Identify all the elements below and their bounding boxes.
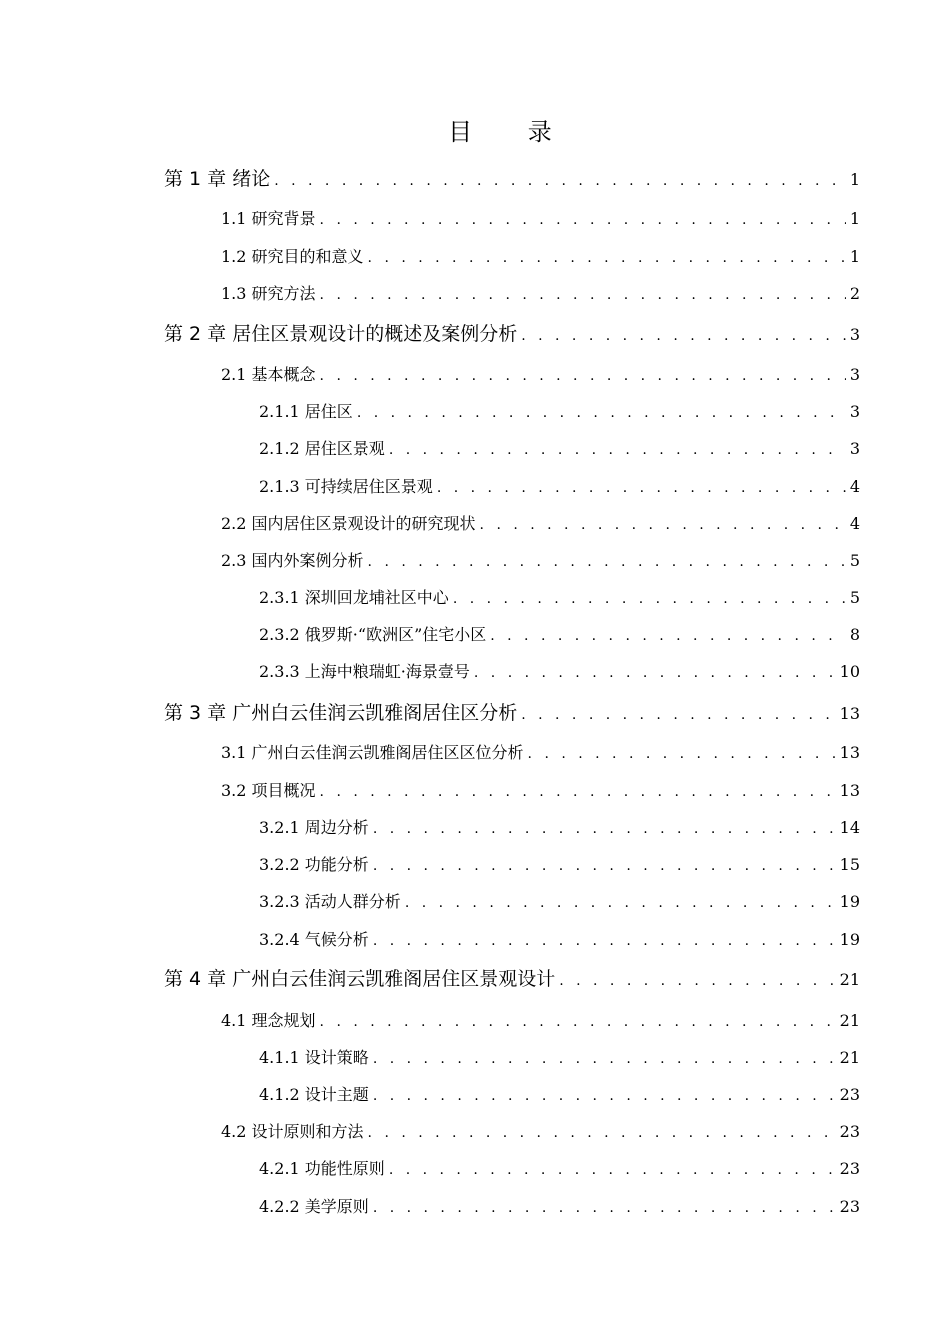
toc-entry-3-2-2[interactable]: [259, 853, 860, 877]
toc-entry-text: 3.1 广州白云佳润云凯雅阁居住区区位分析: [221, 743, 524, 762]
toc-page-number: 1: [849, 247, 860, 266]
toc-page-number: 3: [849, 439, 860, 458]
toc-entry-chapter-2[interactable]: [164, 322, 860, 346]
toc-entry-text: 2.3 国内外案例分析: [221, 551, 364, 570]
toc-entry-3-2-4[interactable]: [259, 928, 860, 952]
dot-leader: [368, 246, 846, 270]
toc-entry-2-1[interactable]: [221, 363, 860, 387]
dot-leader: [373, 817, 836, 841]
toc-entry-3-2[interactable]: [221, 779, 860, 803]
toc-entry-text: 4.2 设计原则和方法: [221, 1122, 364, 1141]
toc-page-number: 23: [839, 1122, 860, 1141]
dot-leader: [373, 929, 836, 953]
toc-page-number: 5: [849, 551, 860, 570]
dot-leader: [528, 742, 836, 766]
toc-entry-1-3[interactable]: [221, 282, 860, 306]
toc-entry-text: 1.3 研究方法: [221, 284, 316, 303]
toc-entry-2-3[interactable]: [221, 549, 860, 573]
dot-leader: [437, 476, 846, 500]
toc-entry-2-2[interactable]: [221, 512, 860, 536]
toc-page-number: 14: [839, 818, 860, 837]
toc-entry-text: 2.1 基本概念: [221, 365, 316, 384]
toc-page-number: 4: [849, 514, 860, 533]
toc-entry-2-1-3[interactable]: [259, 475, 860, 499]
toc-page-number: 19: [839, 930, 860, 949]
toc-entry-chapter-4[interactable]: [164, 967, 860, 991]
toc-entry-text: 第 4 章 广州白云佳润云凯雅阁居住区景观设计: [164, 968, 556, 990]
dot-leader: [320, 1010, 836, 1034]
toc-page-number: 10: [839, 662, 860, 681]
dot-leader: [373, 1196, 836, 1220]
dot-leader: [373, 854, 836, 878]
toc-entry-2-1-2[interactable]: [259, 437, 860, 461]
toc-page-number: 23: [839, 1159, 860, 1178]
toc-entry-4-2[interactable]: [221, 1120, 860, 1144]
dot-leader: [490, 624, 846, 648]
dot-leader: [474, 661, 836, 685]
toc-entry-text: 2.3.3 上海中粮瑞虹·海景壹号: [259, 662, 470, 681]
toc-entry-2-1-1[interactable]: [259, 400, 860, 424]
toc-page-number: 15: [839, 855, 860, 874]
dot-leader: [373, 1084, 836, 1108]
toc-entry-3-2-3[interactable]: [259, 890, 860, 914]
toc-page-number: 13: [839, 781, 860, 800]
dot-leader: [559, 969, 835, 993]
toc-entry-text: 3.2.2 功能分析: [259, 855, 369, 874]
toc-entry-text: 1.1 研究背景: [221, 209, 316, 228]
toc-entry-text: 4.1.2 设计主题: [259, 1085, 369, 1104]
toc-page-number: 23: [839, 1197, 860, 1216]
toc-entry-text: 第 1 章 绪论: [164, 168, 271, 190]
toc-entry-2-3-3[interactable]: [259, 660, 860, 684]
toc-page-number: 23: [839, 1085, 860, 1104]
toc-entry-text: 2.1.2 居住区景观: [259, 439, 385, 458]
toc-entry-text: 4.2.1 功能性原则: [259, 1159, 385, 1178]
toc-entry-text: 2.3.1 深圳回龙埔社区中心: [259, 588, 449, 607]
toc-entry-text: 2.1.3 可持续居住区景观: [259, 477, 433, 496]
dot-leader: [521, 324, 846, 348]
toc-entry-2-3-1[interactable]: [259, 586, 860, 610]
toc-page-number: 4: [849, 477, 860, 496]
toc-entry-1-1[interactable]: [221, 207, 860, 231]
toc-page-number: 1: [849, 209, 860, 228]
toc-page-number: 2: [849, 284, 860, 303]
toc-page-number: 1: [849, 170, 860, 189]
toc-page-number: 13: [839, 743, 860, 762]
dot-leader: [320, 780, 836, 804]
toc-entry-chapter-3[interactable]: [164, 701, 860, 725]
dot-leader: [274, 169, 846, 193]
dot-leader: [320, 364, 846, 388]
toc-entry-text: 3.2.3 活动人群分析: [259, 892, 401, 911]
toc-page-number: 8: [849, 625, 860, 644]
dot-leader: [368, 550, 846, 574]
toc-entry-4-2-1[interactable]: [259, 1157, 860, 1181]
toc-entry-text: 4.2.2 美学原则: [259, 1197, 369, 1216]
dot-leader: [320, 208, 846, 232]
toc-entry-chapter-1[interactable]: [164, 167, 860, 191]
dot-leader: [368, 1121, 836, 1145]
toc-entry-3-2-1[interactable]: [259, 816, 860, 840]
toc-page-number: 21: [839, 1011, 860, 1030]
toc-title: 目 录: [448, 118, 576, 146]
dot-leader: [373, 1047, 836, 1071]
toc-entry-4-2-2[interactable]: [259, 1195, 860, 1219]
toc-entry-text: 1.2 研究目的和意义: [221, 247, 364, 266]
toc-entry-text: 2.1.1 居住区: [259, 402, 353, 421]
toc-entry-4-1[interactable]: [221, 1009, 860, 1033]
toc-entry-text: 2.3.2 俄罗斯·“欧洲区”住宅小区: [259, 625, 487, 644]
dot-leader: [320, 283, 846, 307]
dot-leader: [357, 401, 846, 425]
toc-entry-text: 3.2 项目概况: [221, 781, 316, 800]
dot-leader: [521, 703, 835, 727]
toc-page-number: 21: [839, 1048, 860, 1067]
dot-leader: [389, 1158, 836, 1182]
toc-entry-text: 3.2.4 气候分析: [259, 930, 369, 949]
toc-entry-text: 2.2 国内居住区景观设计的研究现状: [221, 514, 476, 533]
toc-entry-3-1[interactable]: [221, 741, 860, 765]
toc-entry-4-1-1[interactable]: [259, 1046, 860, 1070]
toc-entry-text: 4.1 理念规划: [221, 1011, 316, 1030]
toc-page-number: 21: [839, 970, 860, 989]
dot-leader: [453, 587, 846, 611]
toc-entry-4-1-2[interactable]: [259, 1083, 860, 1107]
toc-entry-2-3-2[interactable]: [259, 623, 860, 647]
toc-page-number: 3: [849, 365, 860, 384]
toc-entry-text: 3.2.1 周边分析: [259, 818, 369, 837]
toc-page-number: 3: [849, 325, 860, 344]
dot-leader: [389, 438, 846, 462]
toc-page-number: 5: [849, 588, 860, 607]
toc-entry-text: 4.1.1 设计策略: [259, 1048, 369, 1067]
dot-leader: [480, 513, 846, 537]
toc-page-number: 3: [849, 402, 860, 421]
toc-entry-text: 第 2 章 居住区景观设计的概述及案例分析: [164, 323, 518, 345]
dot-leader: [405, 891, 836, 915]
toc-entry-1-2[interactable]: [221, 245, 860, 269]
toc-page-number: 13: [839, 704, 860, 723]
toc-page-number: 19: [839, 892, 860, 911]
toc-entry-text: 第 3 章 广州白云佳润云凯雅阁居住区分析: [164, 702, 518, 724]
